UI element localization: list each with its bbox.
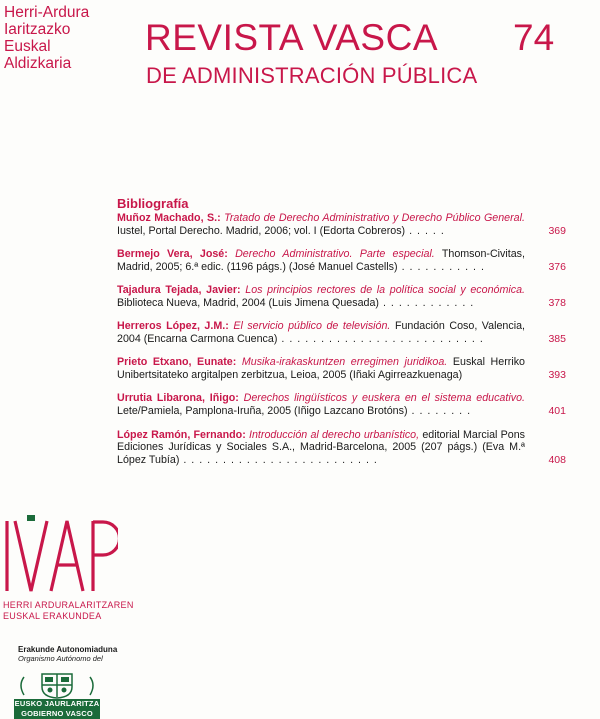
entry-page: 385 bbox=[548, 333, 566, 346]
entry-page: 376 bbox=[548, 260, 566, 273]
entry-work: Musika-irakaskuntzen erregimen juridikoa. bbox=[241, 356, 448, 369]
entry-details: Iustel, Portal Derecho. Madrid, 2006; vol. I (Edorta Cobreros) bbox=[117, 224, 406, 237]
entry-page: 408 bbox=[548, 454, 566, 467]
journal-subtitle: DE ADMINISTRACIÓN PÚBLICA bbox=[146, 63, 478, 88]
masthead-line: Euskal bbox=[4, 38, 51, 55]
basque-government-logo bbox=[14, 671, 100, 719]
masthead-line: Aldizkaria bbox=[4, 55, 72, 72]
entry-author: Herreros López, J.M.: bbox=[117, 320, 229, 333]
list-item[interactable] bbox=[117, 356, 569, 382]
masthead-line: Herri-Ardura bbox=[4, 4, 90, 21]
entry-page: 369 bbox=[548, 224, 566, 237]
publisher-name-line: HERRI ARDURALARITZAREN bbox=[3, 600, 134, 610]
issue-number: 74 bbox=[513, 17, 555, 58]
journal-title: REVISTA VASCA bbox=[145, 17, 438, 58]
entry-work: Tratado de Derecho Administrativo y Derecho Público General. bbox=[224, 212, 525, 224]
bibliography-list bbox=[117, 212, 569, 477]
entry-work: Introducción al derecho urbanístico, bbox=[249, 428, 420, 441]
publisher-name bbox=[3, 600, 134, 622]
entry-details: Lete/Pamiela, Pamplona-Iruña, 2005 (Iñigo Lazcano Brotóns) bbox=[117, 405, 408, 418]
entry-author: Urrutia Libarona, Iñigo: bbox=[117, 392, 239, 405]
list-item[interactable]: Tajadura Tejada, Javier: Los principios rectores de la política social y económica. Biblioteca Nueva, Madrid, 2004 (Luis Jimena Quesada) . . . . . . . . . . . . 378 bbox=[117, 284, 566, 309]
entry-details: Thomson-Civitas, Madrid, 2005; 6.ª edic. (1196 págs.) (José Manuel Castells) bbox=[117, 248, 525, 273]
coat-of-arms-icon bbox=[14, 671, 100, 699]
list-item[interactable]: López Ramón, Fernando: Introducción al derecho urbanístico, editorial Marcial Pons Ediciones Jurídicas y Sociales S.A., Madrid-Barcelona, 2005 (207 págs.) (Eva M.ª López Tubía) . . . . . . . . . . . . . . . . . . . . . . . . . 408 bbox=[117, 428, 566, 467]
entry-work: El servicio público de televisión. bbox=[233, 320, 391, 333]
entry-page: 378 bbox=[548, 296, 566, 309]
entry-author: López Ramón, Fernando: bbox=[117, 428, 246, 441]
ivap-logo bbox=[3, 513, 118, 599]
entry-author: Bermejo Vera, José: bbox=[117, 248, 228, 261]
masthead-line: Iaritzazko bbox=[4, 21, 71, 38]
government-name-eu: EUSKO JAURLARITZA bbox=[14, 699, 100, 708]
entry-page: 393 bbox=[548, 369, 566, 382]
section-title: Bibliografía bbox=[117, 196, 189, 211]
list-item[interactable]: Bermejo Vera, José: Derecho Administrativo. Parte especial. Thomson-Civitas, Madrid, 2005; 6.ª edic. (1196 págs.) (José Manuel Castells) . . . . . . . . . . . 376 bbox=[117, 248, 566, 273]
entry-work: Derecho Administrativo. Parte especial. bbox=[235, 248, 435, 261]
publisher-name-line: EUSKAL ERAKUNDEA bbox=[3, 611, 102, 621]
entry-author: Muñoz Machado, S.: bbox=[117, 212, 221, 224]
masthead bbox=[4, 4, 124, 72]
org-label: Erakunde Autonomiaduna bbox=[18, 645, 118, 654]
list-item[interactable]: Urrutia Libarona, Iñigo: Derechos lingüísticos y euskera en el sistema educativo. Lete/Pamiela, Pamplona-Iruña, 2005 (Iñigo Lazcano Brotóns) . . . . . . . . 401 bbox=[117, 392, 566, 418]
government-name-band bbox=[14, 699, 100, 719]
government-name-es: GOBIERNO VASCO bbox=[21, 709, 93, 718]
entry-work: Derechos lingüísticos y euskera en el sistema educativo. bbox=[243, 392, 525, 405]
entry-page: 401 bbox=[548, 405, 566, 418]
org-label-es: Organismo Autónomo del bbox=[18, 654, 103, 663]
entry-details: Euskal Herriko Unibertsitateko argitalpen zerbitzua, Leioa, 2005 (Iñaki Agirreazkuenaga) bbox=[117, 356, 525, 382]
list-item[interactable]: Muñoz Machado, S.: Tratado de Derecho Administrativo y Derecho Público General. Iustel, Portal Derecho. Madrid, 2006; vol. I (Edorta Cobreros) . . . . . 369 bbox=[117, 212, 566, 237]
entry-details: Biblioteca Nueva, Madrid, 2004 (Luis Jimena Quesada) bbox=[117, 296, 379, 309]
entry-author: Tajadura Tejada, Javier: bbox=[117, 284, 241, 297]
entry-work: Los principios rectores de la política social y económica. bbox=[245, 284, 525, 297]
entry-details: editorial Marcial Pons Ediciones Jurídicas y Sociales S.A., Madrid-Barcelona, 2005 (207 págs.) (Eva M.ª López Tubía) bbox=[117, 428, 526, 467]
ivap-logo-mark bbox=[3, 513, 118, 599]
list-item[interactable]: Herreros López, J.M.: El servicio público de televisión. Fundación Coso, Valencia, 2004 (Encarna Carmona Cuenca) . . . . . . . . . . . . . . . . . . . . . . . . . . 385 bbox=[117, 320, 566, 346]
entry-details: Fundación Coso, Valencia, 2004 (Encarna Carmona Cuenca) bbox=[117, 320, 525, 346]
entry-author: Prieto Etxano, Eunate: bbox=[117, 356, 237, 369]
